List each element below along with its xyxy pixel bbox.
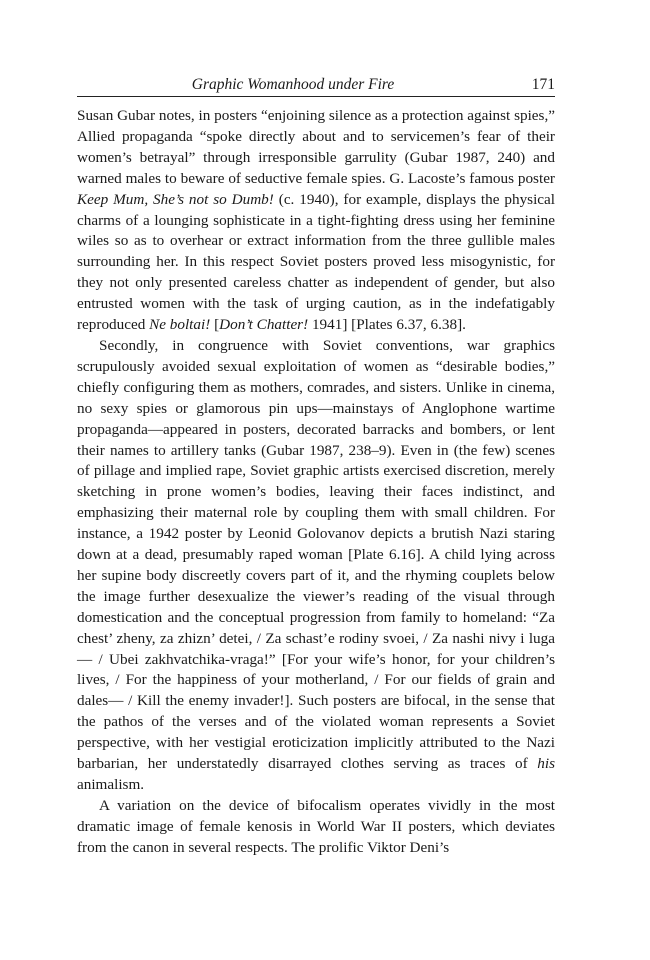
italic-text: Keep Mum, She’s not so Dumb! [77,190,274,208]
text-run: Secondly, in congruence with Soviet conventions, war graphics scrupulously avoided sexual exploitation of women as “desirable bodies,” chiefly configuring them as mothers, comrades, and sisters. Unlike in cinema, no sexy spies or glamorous pin ups—mainstays of Anglophone wartime propaganda—appeared in posters, decorated barracks and bombers, or lent their names to artillery tanks (Gubar 1987, 238–9). Even in (the few) scenes of pillage and implied rape, Soviet graphic artists exercised discretion, merely sketching in prone women’s bodies, leaving their faces indistinct, and emphasizing their maternal role by coupling them with small children. For instance, a 1942 poster by Leonid Golovanov depicts a brutish Nazi staring down at a dead, presumably raped woman [Plate 6.16]. A child lying across her supine body discreetly covers part of it, and the rhyming couplets below the image further desexualize the viewer’s reading of the visual through domestication and the conceptual progression from family to homeland: “Za chest’ zheny, za zhizn’ detei, / Za schast’e rodiny svoei, / Za nashi nivy i luga— / Ubei zakhvatchika-vraga!” [For your wife’s honor, for your children’s lives, / For the happiness of your motherland, / For our fields of grain and dales— / Kill the enemy invader!]. Such posters are bifocal, in the sense that the pathos of the verses and of the violated woman represents a Soviet perspective, with her vestigial eroticization implicitly attributed to the Nazi barbarian, her understatedly disarrayed clothes serving as traces of [77,336,555,773]
body-text [77,106,555,859]
paragraph [77,796,555,859]
book-page [77,72,555,859]
italic-text: his [537,755,555,773]
paragraph [77,336,555,796]
text-run: 1941] [Plates 6.37, 6.38]. [308,316,466,334]
text-run: [ [210,316,220,334]
text-run: A variation on the device of bifocalism operates vividly in the most dramatic image of female kenosis in World War II posters, which deviates from the canon in several respects. The prolific Viktor Deni’s [77,796,555,856]
running-head-title: Graphic Womanhood under Fire [191,76,395,93]
running-head [77,72,555,97]
italic-text: Don’t Chatter! [219,316,309,334]
text-run: Susan Gubar notes, in posters “enjoining silence as a protection against spies,” Allied propaganda “spoke directly about and to servicemen’s fear of their women’s betrayal” through irresponsible garrulity (Gubar 1987, 240) and warned males to beware of seductive female spies. G. Lacoste’s famous poster [77,107,555,187]
page-number: 171 [531,76,555,93]
text-run: animalism. [77,776,145,793]
italic-text: Ne boltai! [149,316,211,334]
text-run: (c. 1940), for example, displays the physical charms of a lounging sophisticate in a tight-fighting dress using her feminine wiles so as to overhear or extract information from the three gullible males surrounding her. In this respect Soviet posters proved less misogynistic, for they not only presented careless chatter as independent of gender, but also entrusted women with the task of urging caution, as in the indefatigably reproduced [77,190,555,334]
paragraph [77,106,555,336]
